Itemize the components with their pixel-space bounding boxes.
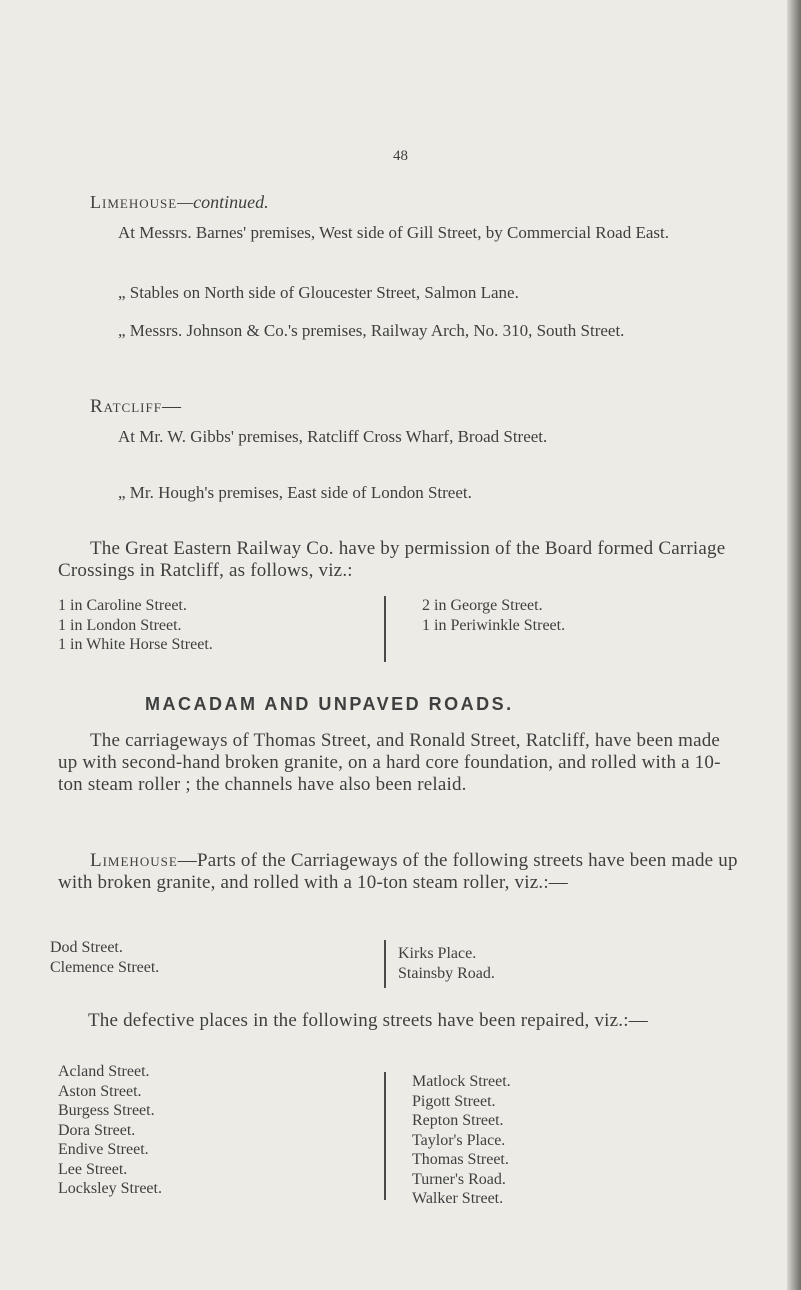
page-edge-shadow [787,0,801,1290]
list-item: 2 in George Street. [422,597,543,614]
list-item: Aston Street. [58,1082,142,1100]
list-item: Dora Street. [58,1121,136,1139]
crossings-intro: The Great Eastern Railway Co. have by permission of the Board formed Carriage Crossings in Ratcliff, as follows, viz.: [58,538,726,581]
limehouse-parts-right-list [398,944,495,983]
list-item: 1 in White Horse Street. [58,636,213,653]
macadam-heading: MACADAM AND UNPAVED ROADS. [145,694,514,714]
list-item: Dod Street. [50,939,123,956]
list-item: Locksley Street. [58,1180,162,1197]
defective-left-list [58,1062,162,1199]
crossings-left-list [58,596,213,655]
ratcliff-entry-2: „ Mr. Hough's premises, East side of London Street. [118,483,472,502]
list-item: 1 in Periwinkle Street. [422,616,566,634]
crossings-right-list [422,596,565,635]
ratcliff-entry-1: At Mr. W. Gibbs' premises, Ratcliff Cross Wharf, Broad Street. [118,427,548,446]
continued-label: —continued. [177,192,269,212]
limehouse-entry-2: „ Stables on North side of Gloucester Street, Salmon Lane. [118,283,519,302]
list-item: Clemence Street. [50,958,160,976]
list-item: Repton Street. [412,1112,504,1129]
list-item: Lee Street. [58,1160,128,1178]
limehouse-heading: Limehouse [90,192,178,212]
column-divider [384,940,386,988]
list-item: Stainsby Road. [398,964,495,982]
macadam-paragraph: The carriageways of Thomas Street, and Ronald Street, Ratcliff, have been made up with second-hand broken granite, on a hard core foundation, and rolled with a 10-ton steam roller ; the channels have also been relaid. [58,730,721,795]
page-number: 48 [393,148,408,164]
list-item: Turner's Road. [412,1170,506,1188]
limehouse-entry-3: „ Messrs. Johnson & Co.'s premises, Railway Arch, No. 310, South Street. [118,321,625,340]
limehouse-parts-left-list [50,938,159,977]
list-item: Matlock Street. [412,1073,511,1090]
list-item: Burgess Street. [58,1102,155,1119]
limehouse-parts-paragraph [58,850,740,894]
list-item: Pigott Street. [412,1092,496,1110]
limehouse-heading-line [90,192,269,213]
limehouse-parts-heading: Limehouse [90,850,178,871]
list-item: 1 in London Street. [58,616,182,634]
list-item: Taylor's Place. [412,1131,506,1149]
defective-right-list [412,1072,511,1209]
limehouse-parts-text: —Parts of the Carriageways of the following streets have been made up with broken granite, and rolled with a 10-ton steam roller, viz.:— [58,850,738,893]
column-divider [384,596,386,662]
list-item: Acland Street. [58,1063,150,1080]
list-item: Walker Street. [412,1190,504,1207]
list-item: Endive Street. [58,1141,149,1158]
list-item: Kirks Place. [398,945,477,962]
defective-intro: The defective places in the following streets have been repaired, viz.:— [88,1010,648,1031]
column-divider [384,1072,386,1200]
list-item: 1 in Caroline Street. [58,597,187,614]
ratcliff-heading: Ratcliff— [90,396,182,417]
list-item: Thomas Street. [412,1151,509,1168]
limehouse-entry-1: At Messrs. Barnes' premises, West side of Gill Street, by Commercial Road East. [118,223,669,242]
